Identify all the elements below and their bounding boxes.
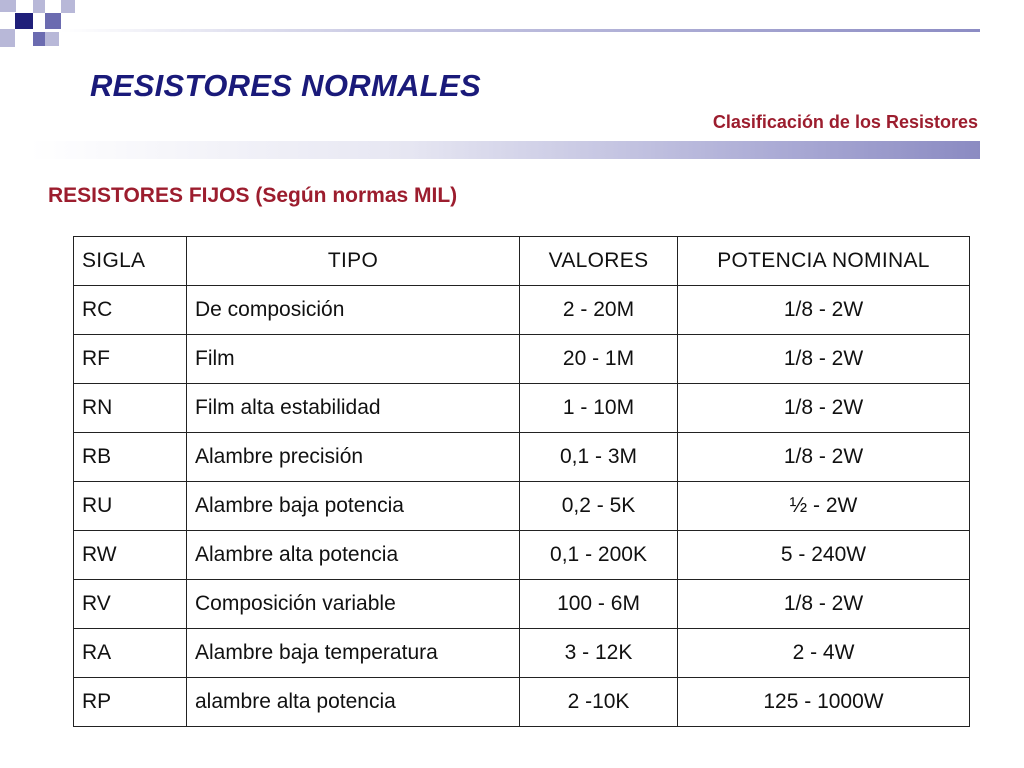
cell-sigla: RP <box>74 678 187 727</box>
table-row <box>74 433 970 482</box>
cell-valores: 20 - 1M <box>520 335 678 384</box>
table-row <box>74 629 970 678</box>
cell-potencia: ½ - 2W <box>678 482 970 531</box>
decor-square <box>0 29 15 47</box>
cell-sigla: RA <box>74 629 187 678</box>
column-header-valores: VALORES <box>520 237 678 286</box>
cell-potencia: 1/8 - 2W <box>678 580 970 629</box>
column-header-sigla: SIGLA <box>74 237 187 286</box>
decor-square <box>33 0 45 13</box>
cell-potencia: 125 - 1000W <box>678 678 970 727</box>
cell-tipo: Film alta estabilidad <box>187 384 520 433</box>
top-divider-line <box>60 29 980 32</box>
cell-tipo: Film <box>187 335 520 384</box>
cell-potencia: 2 - 4W <box>678 629 970 678</box>
page-title: RESISTORES NORMALES <box>90 68 481 103</box>
cell-potencia: 1/8 - 2W <box>678 286 970 335</box>
table-row <box>74 335 970 384</box>
cell-potencia: 1/8 - 2W <box>678 384 970 433</box>
table-row <box>74 286 970 335</box>
table-row <box>74 384 970 433</box>
cell-sigla: RV <box>74 580 187 629</box>
decor-square <box>45 13 61 29</box>
decor-square <box>45 32 59 46</box>
cell-tipo: Alambre baja potencia <box>187 482 520 531</box>
cell-valores: 100 - 6M <box>520 580 678 629</box>
table-row <box>74 531 970 580</box>
cell-potencia: 5 - 240W <box>678 531 970 580</box>
cell-tipo: Composición variable <box>187 580 520 629</box>
table-row <box>74 580 970 629</box>
cell-potencia: 1/8 - 2W <box>678 335 970 384</box>
decor-square <box>61 0 75 13</box>
cell-sigla: RB <box>74 433 187 482</box>
cell-valores: 0,1 - 200K <box>520 531 678 580</box>
cell-sigla: RN <box>74 384 187 433</box>
cell-valores: 1 - 10M <box>520 384 678 433</box>
decor-square <box>0 0 16 12</box>
cell-valores: 2 - 20M <box>520 286 678 335</box>
cell-tipo: Alambre baja temperatura <box>187 629 520 678</box>
cell-valores: 3 - 12K <box>520 629 678 678</box>
decor-square <box>15 13 33 29</box>
column-header-potencia: POTENCIA NOMINAL <box>678 237 970 286</box>
resistor-table <box>73 236 970 727</box>
section-heading: RESISTORES FIJOS (Según normas MIL) <box>48 184 458 207</box>
cell-sigla: RW <box>74 531 187 580</box>
page-subtitle: Clasificación de los Resistores <box>712 112 978 132</box>
cell-tipo: alambre alta potencia <box>187 678 520 727</box>
column-header-tipo: TIPO <box>187 237 520 286</box>
cell-tipo: De composición <box>187 286 520 335</box>
cell-sigla: RU <box>74 482 187 531</box>
header-gradient-bar <box>30 141 980 159</box>
cell-potencia: 1/8 - 2W <box>678 433 970 482</box>
cell-valores: 2 -10K <box>520 678 678 727</box>
table-row <box>74 482 970 531</box>
cell-valores: 0,2 - 5K <box>520 482 678 531</box>
decor-square <box>33 32 45 46</box>
cell-valores: 0,1 - 3M <box>520 433 678 482</box>
cell-tipo: Alambre precisión <box>187 433 520 482</box>
cell-tipo: Alambre alta potencia <box>187 531 520 580</box>
cell-sigla: RC <box>74 286 187 335</box>
table-row <box>74 678 970 727</box>
cell-sigla: RF <box>74 335 187 384</box>
table-header-row <box>74 237 970 286</box>
